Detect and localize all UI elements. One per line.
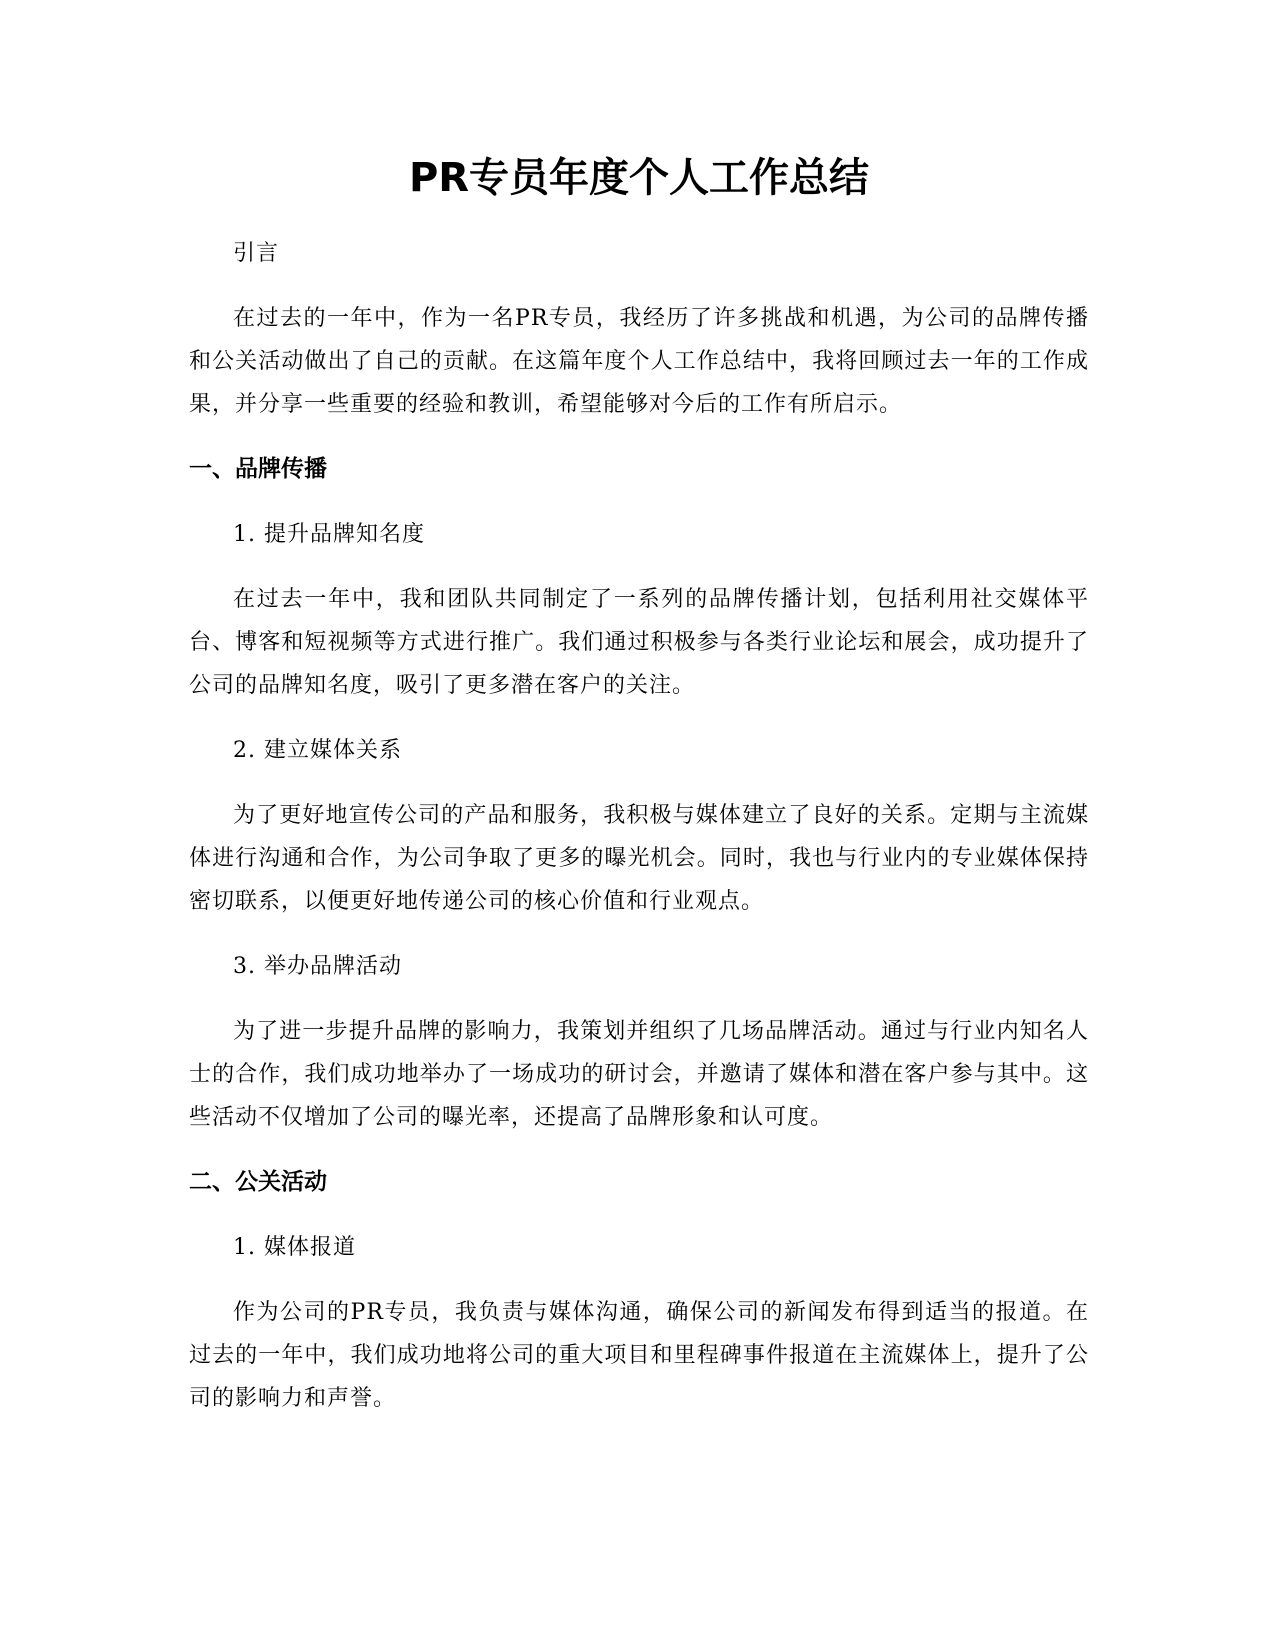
document-content (189, 148, 1089, 1442)
section-heading-pr: 二、公关活动 (189, 1169, 327, 1195)
subheading-brand-events: 3. 举办品牌活动 (233, 954, 402, 979)
section-heading-brand: 一、品牌传播 (189, 456, 327, 482)
paragraph-media-relations: 为了更好地宣传公司的产品和服务，我积极与媒体建立了良好的关系。定期与主流媒体进行沟通和合作，为公司争取了更多的曝光机会。同时，我也与行业内的专业媒体保持密切联系，以便更好地传递公司的核心价值和行业观点。 (189, 803, 1089, 914)
document-title: PR专员年度个人工作总结 (408, 155, 870, 201)
paragraph-media-coverage: 作为公司的PR专员，我负责与媒体沟通，确保公司的新闻发布得到适当的报道。在过去的一年中，我们成功地将公司的重大项目和里程碑事件报道在主流媒体上，提升了公司的影响力和声誉。 (189, 1300, 1089, 1411)
subheading-media-relations: 2. 建立媒体关系 (233, 738, 402, 763)
paragraph-brand-events: 为了进一步提升品牌的影响力，我策划并组织了几场品牌活动。通过与行业内知名人士的合作，我们成功地举办了一场成功的研讨会，并邀请了媒体和潜在客户参与其中。这些活动不仅增加了公司的曝光率，还提高了品牌形象和认可度。 (189, 1019, 1089, 1130)
paragraph-brand-awareness: 在过去一年中，我和团队共同制定了一系列的品牌传播计划，包括利用社交媒体平台、博客和短视频等方式进行推广。我们通过积极参与各类行业论坛和展会，成功提升了公司的品牌知名度，吸引了更多潜在客户的关注。 (189, 587, 1089, 698)
intro-label: 引言 (233, 241, 280, 266)
subheading-brand-awareness: 1. 提升品牌知名度 (233, 522, 425, 547)
subheading-media-coverage: 1. 媒体报道 (233, 1235, 356, 1260)
intro-paragraph: 在过去的一年中，作为一名PR专员，我经历了许多挑战和机遇，为公司的品牌传播和公关活动做出了自己的贡献。在这篇年度个人工作总结中，我将回顾过去一年的工作成果，并分享一些重要的经验和教训，希望能够对今后的工作有所启示。 (189, 306, 1089, 417)
